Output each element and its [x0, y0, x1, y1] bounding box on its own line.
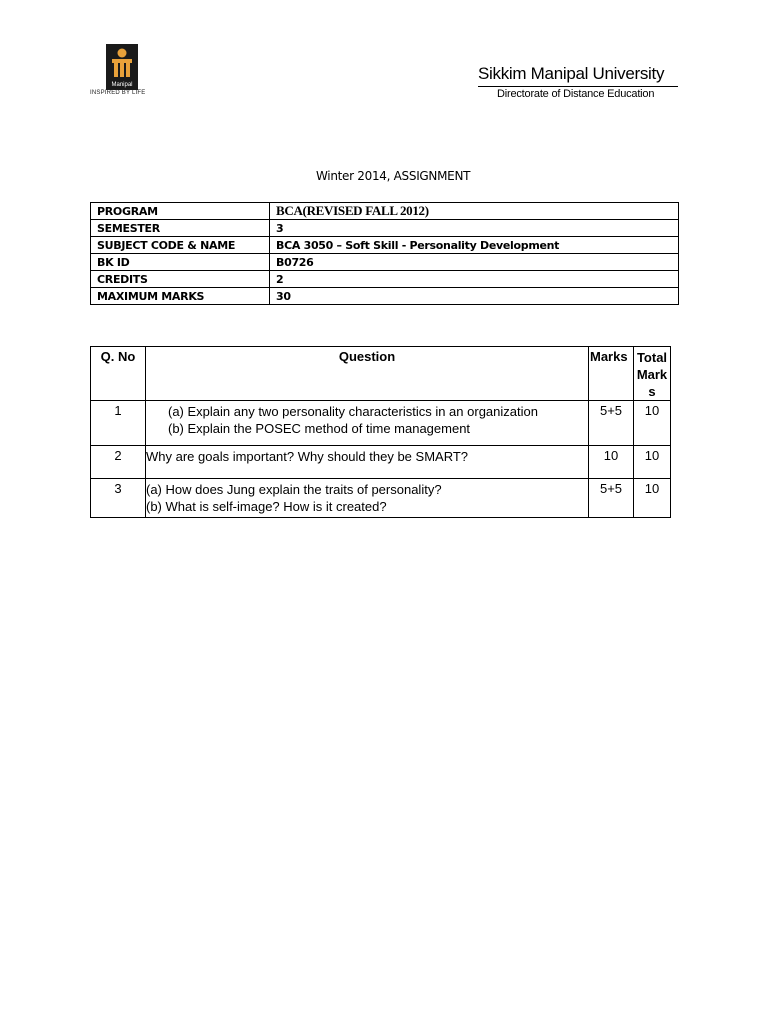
question-total: 10	[634, 446, 671, 479]
info-label: SUBJECT CODE & NAME	[91, 237, 270, 254]
info-row-max-marks	[91, 288, 679, 305]
info-value: 30	[270, 288, 679, 305]
info-label: CREDITS	[91, 271, 270, 288]
program-info-table	[90, 202, 679, 305]
info-row-bkid	[91, 254, 679, 271]
info-row-program	[91, 203, 679, 220]
directorate-name: Directorate of Distance Education	[497, 88, 655, 100]
question-marks: 5+5	[589, 479, 634, 518]
question-line: (b) What is self-image? How is it created?	[146, 499, 387, 514]
header-rule	[478, 86, 678, 87]
header-marks: Marks	[589, 347, 634, 401]
info-value: B0726	[270, 254, 679, 271]
manipal-logo	[106, 44, 138, 90]
question-line: Why are goals important? Why should they be SMART?	[146, 449, 469, 464]
question-row	[91, 479, 671, 518]
header-total-line: Mark	[636, 367, 668, 382]
university-name: Sikkim Manipal University	[478, 64, 665, 83]
info-value: 2	[270, 271, 679, 288]
question-line: (b) Explain the POSEC method of time management	[168, 421, 471, 436]
logo-wordmark: Manipal	[111, 82, 133, 88]
question-text	[146, 479, 589, 518]
questions-table	[90, 346, 671, 518]
header-total-marks	[634, 347, 671, 401]
document-title: Winter 2014, ASSIGNMENT	[316, 169, 471, 183]
question-number: 3	[91, 479, 146, 518]
info-label: MAXIMUM MARKS	[91, 288, 270, 305]
header-total-line: s	[648, 384, 656, 399]
info-label: PROGRAM	[91, 203, 270, 220]
header-question: Question	[146, 347, 589, 401]
questions-header-row	[91, 347, 671, 401]
question-total: 10	[634, 479, 671, 518]
info-value: BCA 3050 – Soft Skill - Personality Development	[270, 237, 679, 254]
info-row-semester	[91, 220, 679, 237]
question-text	[146, 446, 589, 479]
question-text	[146, 401, 589, 446]
info-value: BCA(REVISED FALL 2012)	[270, 203, 679, 220]
question-total: 10	[634, 401, 671, 446]
info-row-credits	[91, 271, 679, 288]
info-label: SEMESTER	[91, 220, 270, 237]
header-qno: Q. No	[91, 347, 146, 401]
question-row	[91, 446, 671, 479]
question-row	[91, 401, 671, 446]
question-number: 2	[91, 446, 146, 479]
question-marks: 5+5	[589, 401, 634, 446]
logo-tagline: INSPIRED BY LIFE	[90, 90, 146, 96]
info-label: BK ID	[91, 254, 270, 271]
header-total-line: Total	[636, 350, 668, 365]
question-number: 1	[91, 401, 146, 446]
info-value: 3	[270, 220, 679, 237]
question-line: (a) How does Jung explain the traits of personality?	[146, 482, 442, 497]
question-line: (a) Explain any two personality characteristics in an organization	[168, 404, 538, 419]
info-row-subject	[91, 237, 679, 254]
question-marks: 10	[589, 446, 634, 479]
